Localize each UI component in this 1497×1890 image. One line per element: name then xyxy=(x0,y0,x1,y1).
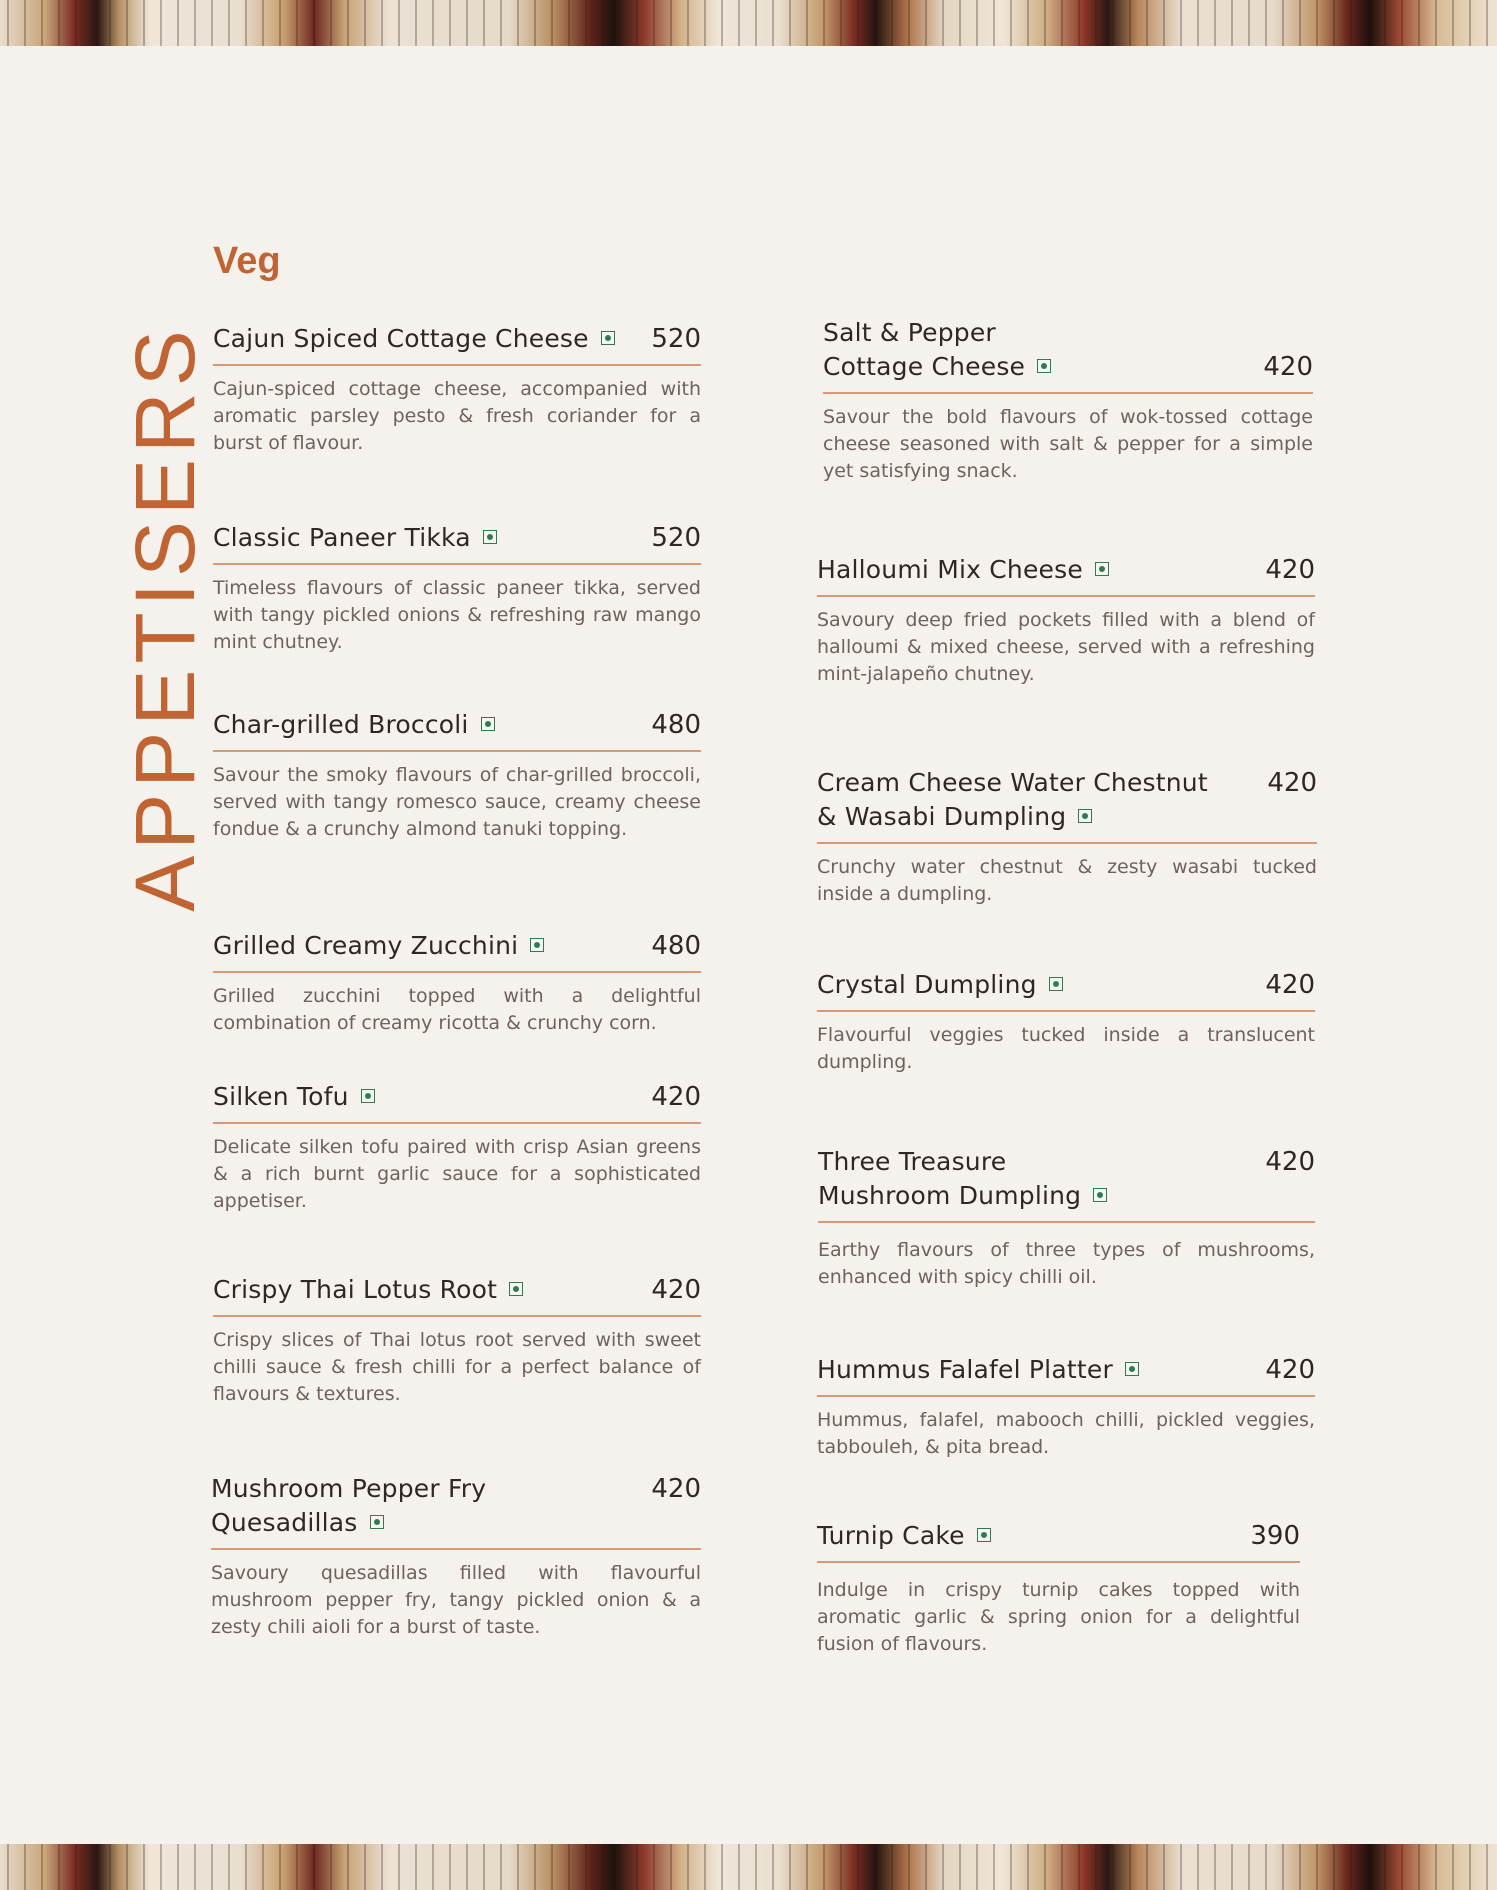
menu-item-description: Cajun-spiced cottage cheese, accompanied with aromatic parsley pesto & fresh coriander for a burst of flavour. xyxy=(213,378,701,454)
menu-item-description: Savour the smoky flavours of char-grilled broccoli, served with tangy romesco sauce, creamy cheese fondue & a crunchy almond tanuki topping. xyxy=(213,764,701,840)
menu-item-header xyxy=(213,708,701,752)
veg-indicator-icon xyxy=(483,530,497,544)
menu-item-name: Cream Cheese Water Chestnut & Wasabi Dumpling xyxy=(817,768,1208,831)
menu-item xyxy=(817,1519,1300,1658)
menu-item xyxy=(817,553,1315,688)
menu-item-description: Delicate silken tofu paired with crisp Asian greens & a rich burnt garlic sauce for a sophisticated appetiser. xyxy=(213,1136,701,1212)
decorative-top-border xyxy=(0,0,1497,46)
menu-item-price: 420 xyxy=(1267,768,1317,798)
menu-item xyxy=(818,1145,1315,1291)
menu-item-price: 520 xyxy=(651,523,701,553)
menu-item-name: Mushroom Pepper Fry Quesadillas xyxy=(211,1474,487,1537)
menu-item-header xyxy=(211,1472,701,1550)
menu-item xyxy=(213,521,701,656)
menu-item-header xyxy=(817,968,1315,1012)
menu-item-header xyxy=(817,766,1317,844)
menu-item-price: 420 xyxy=(651,1275,701,1305)
menu-item-header xyxy=(213,929,701,973)
menu-item-name: Cajun Spiced Cottage Cheese xyxy=(213,322,615,356)
menu-item-header xyxy=(213,1080,701,1124)
menu-item-header xyxy=(213,1273,701,1317)
menu-item-name: Grilled Creamy Zucchini xyxy=(213,929,544,963)
veg-indicator-icon xyxy=(530,938,544,952)
menu-item xyxy=(213,1273,701,1408)
veg-indicator-icon xyxy=(1125,1362,1139,1376)
menu-item xyxy=(213,708,701,843)
veg-indicator-icon xyxy=(481,717,495,731)
menu-item-header xyxy=(213,521,701,565)
veg-indicator-icon xyxy=(977,1528,991,1542)
veg-indicator-icon xyxy=(370,1515,384,1529)
menu-item-name: Salt & Pepper Cottage Cheese xyxy=(823,316,1051,384)
menu-item-description: Grilled zucchini topped with a delightful combination of creamy ricotta & crunchy corn. xyxy=(213,985,701,1034)
menu-item-header xyxy=(817,553,1315,597)
veg-indicator-icon xyxy=(1049,977,1063,991)
menu-item-description: Indulge in crispy turnip cakes topped with aromatic garlic & spring onion for a delightful fusion of flavours. xyxy=(817,1579,1300,1655)
menu-item-description: Savoury quesadillas filled with flavourful mushroom pepper fry, tangy pickled onion & a zesty chili aioli for a burst of taste. xyxy=(211,1562,701,1638)
menu-item-header xyxy=(817,1519,1300,1563)
menu-item-name: Three Treasure Mushroom Dumpling xyxy=(818,1145,1107,1213)
menu-item-price: 390 xyxy=(1250,1521,1300,1551)
menu-item-price: 420 xyxy=(1263,352,1313,382)
menu-item-price: 420 xyxy=(651,1082,701,1112)
menu-item xyxy=(213,929,701,1037)
decorative-bottom-border xyxy=(0,1844,1497,1890)
veg-indicator-icon xyxy=(1078,809,1092,823)
menu-item-description: Crunchy water chestnut & zesty wasabi tucked inside a dumpling. xyxy=(817,856,1317,905)
veg-indicator-icon xyxy=(1093,1188,1107,1202)
menu-item-price: 420 xyxy=(1265,555,1315,585)
menu-item-header xyxy=(213,322,701,366)
menu-item-name: Hummus Falafel Platter xyxy=(817,1353,1139,1387)
menu-item-header xyxy=(817,1353,1315,1397)
section-title-vertical xyxy=(118,323,213,912)
menu-item-description: Timeless flavours of classic paneer tikka, served with tangy pickled onions & refreshing raw mango mint chutney. xyxy=(213,577,701,653)
menu-item-header xyxy=(823,316,1313,394)
menu-item-name: Char-grilled Broccoli xyxy=(213,708,495,742)
menu-item-price: 520 xyxy=(651,324,701,354)
menu-item-name: Classic Paneer Tikka xyxy=(213,521,497,555)
menu-item-name: Crispy Thai Lotus Root xyxy=(213,1273,523,1307)
menu-item xyxy=(213,1080,701,1215)
menu-item-description: Savour the bold flavours of wok-tossed cottage cheese seasoned with salt & pepper for a simple yet satisfying snack. xyxy=(823,406,1313,482)
menu-item-price: 420 xyxy=(1265,970,1315,1000)
menu-item-price: 420 xyxy=(1265,1147,1315,1177)
veg-indicator-icon xyxy=(361,1089,375,1103)
menu-item-name: Halloumi Mix Cheese xyxy=(817,553,1109,587)
menu-item-name: Silken Tofu xyxy=(213,1080,375,1114)
veg-indicator-icon xyxy=(509,1282,523,1296)
menu-item-header xyxy=(818,1145,1315,1223)
menu-item-description: Hummus, falafel, mabooch chilli, pickled veggies, tabbouleh, & pita bread. xyxy=(817,1409,1315,1458)
menu-item-description: Flavourful veggies tucked inside a translucent dumpling. xyxy=(817,1024,1315,1073)
section-title-text: APPETISERS xyxy=(118,323,213,912)
menu-item xyxy=(213,322,701,457)
menu-item-price: 420 xyxy=(1265,1355,1315,1385)
menu-item xyxy=(211,1472,701,1641)
menu-item xyxy=(823,316,1313,485)
menu-item xyxy=(817,1353,1315,1461)
menu-item-name: Turnip Cake xyxy=(817,1519,991,1553)
menu-item-description: Earthy flavours of three types of mushrooms, enhanced with spicy chilli oil. xyxy=(818,1239,1315,1288)
menu-item-description: Crispy slices of Thai lotus root served with sweet chilli sauce & fresh chilli for a perfect balance of flavours & textures. xyxy=(213,1329,701,1405)
menu-item xyxy=(817,766,1317,908)
menu-item-price: 420 xyxy=(651,1474,701,1504)
menu-item-price: 480 xyxy=(651,710,701,740)
category-label-veg: Veg xyxy=(213,240,281,282)
menu-item-name: Crystal Dumpling xyxy=(817,968,1063,1002)
menu-item-price: 480 xyxy=(651,931,701,961)
veg-indicator-icon xyxy=(1095,562,1109,576)
veg-indicator-icon xyxy=(601,331,615,345)
menu-item-description: Savoury deep fried pockets filled with a blend of halloumi & mixed cheese, served with a refreshing mint-jalapeño chutney. xyxy=(817,609,1315,685)
menu-item xyxy=(817,968,1315,1076)
veg-indicator-icon xyxy=(1037,359,1051,373)
